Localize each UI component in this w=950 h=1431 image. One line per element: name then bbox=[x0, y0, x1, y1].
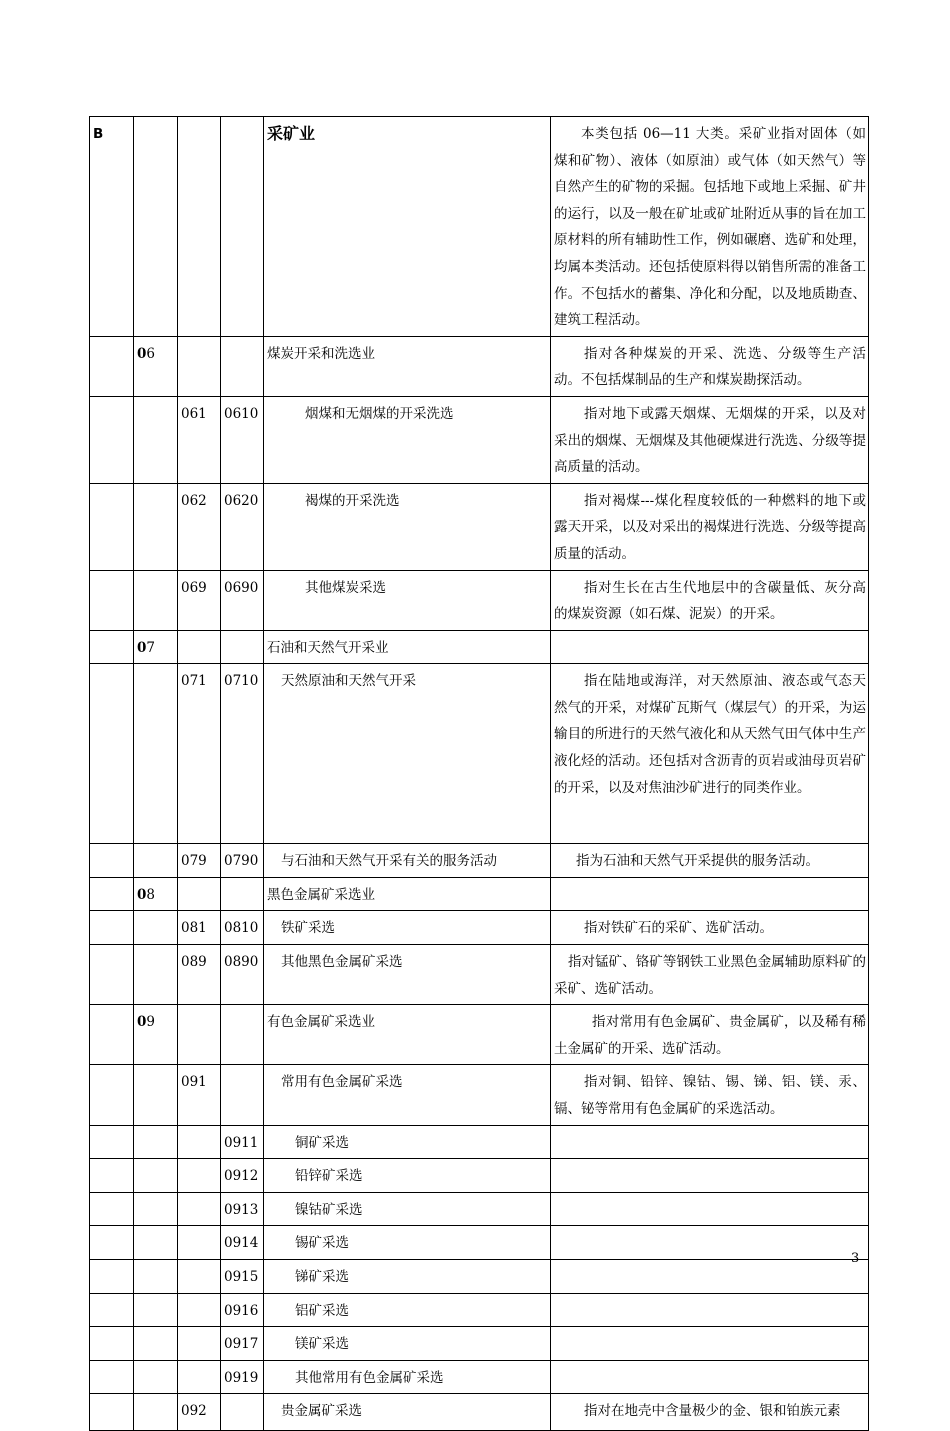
group-code: 089 bbox=[178, 945, 221, 1005]
table-row bbox=[90, 1125, 869, 1159]
group-code: 081 bbox=[178, 911, 221, 945]
division-code: 06 bbox=[134, 336, 178, 396]
category-name: 铅锌矿采选 bbox=[264, 1159, 551, 1193]
category-name: 采矿业 bbox=[264, 117, 551, 337]
table-row bbox=[90, 1226, 869, 1260]
section-code: B bbox=[90, 117, 134, 337]
category-name: 其他煤炭采选 bbox=[264, 570, 551, 630]
class-code: 0917 bbox=[221, 1327, 264, 1361]
category-description: 指对锰矿、铬矿等钢铁工业黑色金属辅助原料矿的采矿、选矿活动。 bbox=[551, 945, 869, 1005]
category-name: 铝矿采选 bbox=[264, 1293, 551, 1327]
table-row bbox=[90, 945, 869, 1005]
category-description: 指对褐煤---煤化程度较低的一种燃料的地下或露天开采，以及对采出的褐煤进行洗选、分级等提高质量的活动。 bbox=[551, 483, 869, 570]
category-description: 指为石油和天然气开采提供的服务活动。 bbox=[551, 844, 869, 878]
class-code: 0890 bbox=[221, 945, 264, 1005]
classification-table bbox=[89, 116, 869, 1431]
table-row bbox=[90, 911, 869, 945]
table-row bbox=[90, 1192, 869, 1226]
category-name: 其他常用有色金属矿采选 bbox=[264, 1360, 551, 1394]
category-name: 褐煤的开采洗选 bbox=[264, 483, 551, 570]
table-row bbox=[90, 1360, 869, 1394]
category-description: 指对各种煤炭的开采、洗选、分级等生产活动。不包括煤制品的生产和煤炭勘探活动。 bbox=[551, 336, 869, 396]
category-name: 常用有色金属矿采选 bbox=[264, 1065, 551, 1125]
group-code: 062 bbox=[178, 483, 221, 570]
category-name: 铜矿采选 bbox=[264, 1125, 551, 1159]
class-code: 0610 bbox=[221, 396, 264, 483]
table-row bbox=[90, 1327, 869, 1361]
category-description: 指对铜、铅锌、镍钴、锡、锑、铝、镁、汞、镉、铋等常用有色金属矿的采选活动。 bbox=[551, 1065, 869, 1125]
table-row bbox=[90, 570, 869, 630]
category-name: 石油和天然气开采业 bbox=[264, 630, 551, 664]
class-code: 0912 bbox=[221, 1159, 264, 1193]
category-name: 其他黑色金属矿采选 bbox=[264, 945, 551, 1005]
page-number: 3 bbox=[851, 1251, 860, 1266]
category-description: 指对铁矿石的采矿、选矿活动。 bbox=[551, 911, 869, 945]
division-code: 08 bbox=[134, 877, 178, 911]
table-row bbox=[90, 117, 869, 337]
table-row bbox=[90, 844, 869, 878]
division-code: 09 bbox=[134, 1005, 178, 1065]
table-row bbox=[90, 1394, 869, 1431]
table-row bbox=[90, 1159, 869, 1193]
category-description: 本类包括 06—11 大类。采矿业指对固体（如煤和矿物）、液体（如原油）或气体（如天然气）等自然产生的矿物的采掘。包括地下或地上采掘、矿井的运行，以及一般在矿址或矿址附近从事的旨在加工原材料的所有辅助性工作，例如碾磨、选矿和处理，均属本类活动。还包括使原料得以销售所需的准备工作。不包括水的蓄集、净化和分配，以及地质勘查、建筑工程活动。 bbox=[551, 117, 869, 337]
group-code: 092 bbox=[178, 1394, 221, 1431]
category-description: 指在陆地或海洋，对天然原油、液态或气态天然气的开采，对煤矿瓦斯气（煤层气）的开采，为运输目的所进行的天然气液化和从天然气田气体中生产液化烃的活动。还包括对含沥青的页岩或油母页岩矿的开采，以及对焦油沙矿进行的同类作业。 bbox=[551, 664, 869, 844]
table-row bbox=[90, 1260, 869, 1294]
category-name: 锡矿采选 bbox=[264, 1226, 551, 1260]
category-name: 镁矿采选 bbox=[264, 1327, 551, 1361]
category-description: 指对常用有色金属矿、贵金属矿，以及稀有稀土金属矿的开采、选矿活动。 bbox=[551, 1005, 869, 1065]
category-name: 天然原油和天然气开采 bbox=[264, 664, 551, 844]
table-row bbox=[90, 396, 869, 483]
table-row bbox=[90, 630, 869, 664]
group-code: 061 bbox=[178, 396, 221, 483]
class-code: 0690 bbox=[221, 570, 264, 630]
category-name: 烟煤和无烟煤的开采洗选 bbox=[264, 396, 551, 483]
group-code: 069 bbox=[178, 570, 221, 630]
category-name: 贵金属矿采选 bbox=[264, 1394, 551, 1431]
division-code: 07 bbox=[134, 630, 178, 664]
category-name: 镍钴矿采选 bbox=[264, 1192, 551, 1226]
class-code: 0915 bbox=[221, 1260, 264, 1294]
group-code: 079 bbox=[178, 844, 221, 878]
table-row bbox=[90, 1065, 869, 1125]
class-code: 0911 bbox=[221, 1125, 264, 1159]
table-row bbox=[90, 1293, 869, 1327]
category-description: 指对地下或露天烟煤、无烟煤的开采，以及对采出的烟煤、无烟煤及其他硬煤进行洗选、分级等提高质量的活动。 bbox=[551, 396, 869, 483]
group-code: 071 bbox=[178, 664, 221, 844]
category-name: 与石油和天然气开采有关的服务活动 bbox=[264, 844, 551, 878]
category-name: 铁矿采选 bbox=[264, 911, 551, 945]
class-code: 0620 bbox=[221, 483, 264, 570]
class-code: 0810 bbox=[221, 911, 264, 945]
class-code: 0916 bbox=[221, 1293, 264, 1327]
category-name: 锑矿采选 bbox=[264, 1260, 551, 1294]
category-name: 煤炭开采和洗选业 bbox=[264, 336, 551, 396]
class-code: 0710 bbox=[221, 664, 264, 844]
category-name: 黑色金属矿采选业 bbox=[264, 877, 551, 911]
category-description: 指对生长在古生代地层中的含碳量低、灰分高的煤炭资源（如石煤、泥炭）的开采。 bbox=[551, 570, 869, 630]
table-row bbox=[90, 877, 869, 911]
category-name: 有色金属矿采选业 bbox=[264, 1005, 551, 1065]
category-description: 指对在地壳中含量极少的金、银和铂族元素 bbox=[551, 1394, 869, 1431]
table-row bbox=[90, 664, 869, 844]
class-code: 0790 bbox=[221, 844, 264, 878]
group-code: 091 bbox=[178, 1065, 221, 1125]
class-code: 0919 bbox=[221, 1360, 264, 1394]
table-row bbox=[90, 1005, 869, 1065]
class-code: 0913 bbox=[221, 1192, 264, 1226]
class-code: 0914 bbox=[221, 1226, 264, 1260]
table-row bbox=[90, 336, 869, 396]
table-row bbox=[90, 483, 869, 570]
